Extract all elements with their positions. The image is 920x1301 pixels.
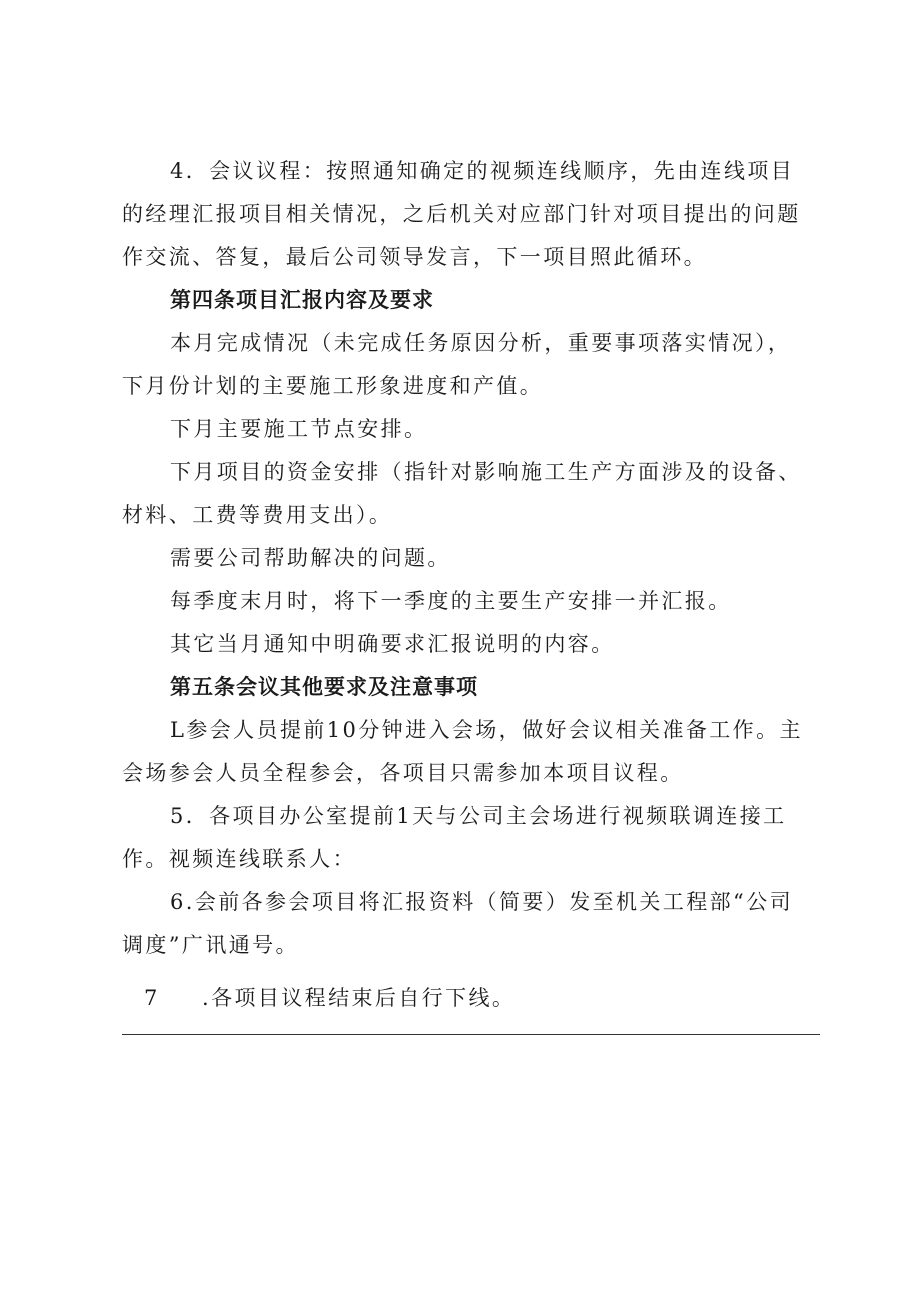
footer-divider [122,1034,820,1035]
report-item-issues: 需要公司帮助解决的问题。 [170,546,451,570]
requirement-item-7-number: 7 [144,986,160,1010]
requirement-item-1: L参会人员提前10分钟进入会场，做好会议相关准备工作。主会场参会人员全程参会，各项目只需参加本项目议程。 [122,718,803,785]
agenda-paragraph: 4．会议议程：按照通知确定的视频连线顺序，先由连线项目的经理汇报项目相关情况，之后机关对应部门针对项目提出的问题作交流、答复，最后公司领导发言，下一项目照此循环。 [122,159,801,269]
requirement-item-7 [122,977,812,1020]
requirement-item-5: 5．各项目办公室提前1天与公司主会场进行视频联调连接工作。视频连线联系人： [122,804,787,871]
report-item-quarterly: 每季度末月时，将下一季度的主要生产安排一并汇报。 [170,589,732,613]
report-item-other: 其它当月通知中明确要求汇报说明的内容。 [170,632,615,656]
report-item-monthly-completion: 本月完成情况（未完成任务原因分析，重要事项落实情况），下月份计划的主要施工形象进度和产值。 [122,331,792,398]
report-item-construction-nodes: 下月主要施工节点安排。 [170,417,428,441]
requirement-item-7-text: .各项目议程结束后自行下线。 [202,986,516,1010]
section-heading-article-4: 第四条项目汇报内容及要求 [170,288,434,312]
document-body [122,150,812,1020]
section-heading-article-5: 第五条会议其他要求及注意事项 [170,675,478,699]
requirement-item-6: 6.会前各参会项目将汇报资料（简要）发至机关工程部“公司调度”广讯通号。 [122,890,793,957]
report-item-funding: 下月项目的资金安排（指针对影响施工生产方面涉及的设备、材料、工费等费用支出）。 [122,460,802,527]
